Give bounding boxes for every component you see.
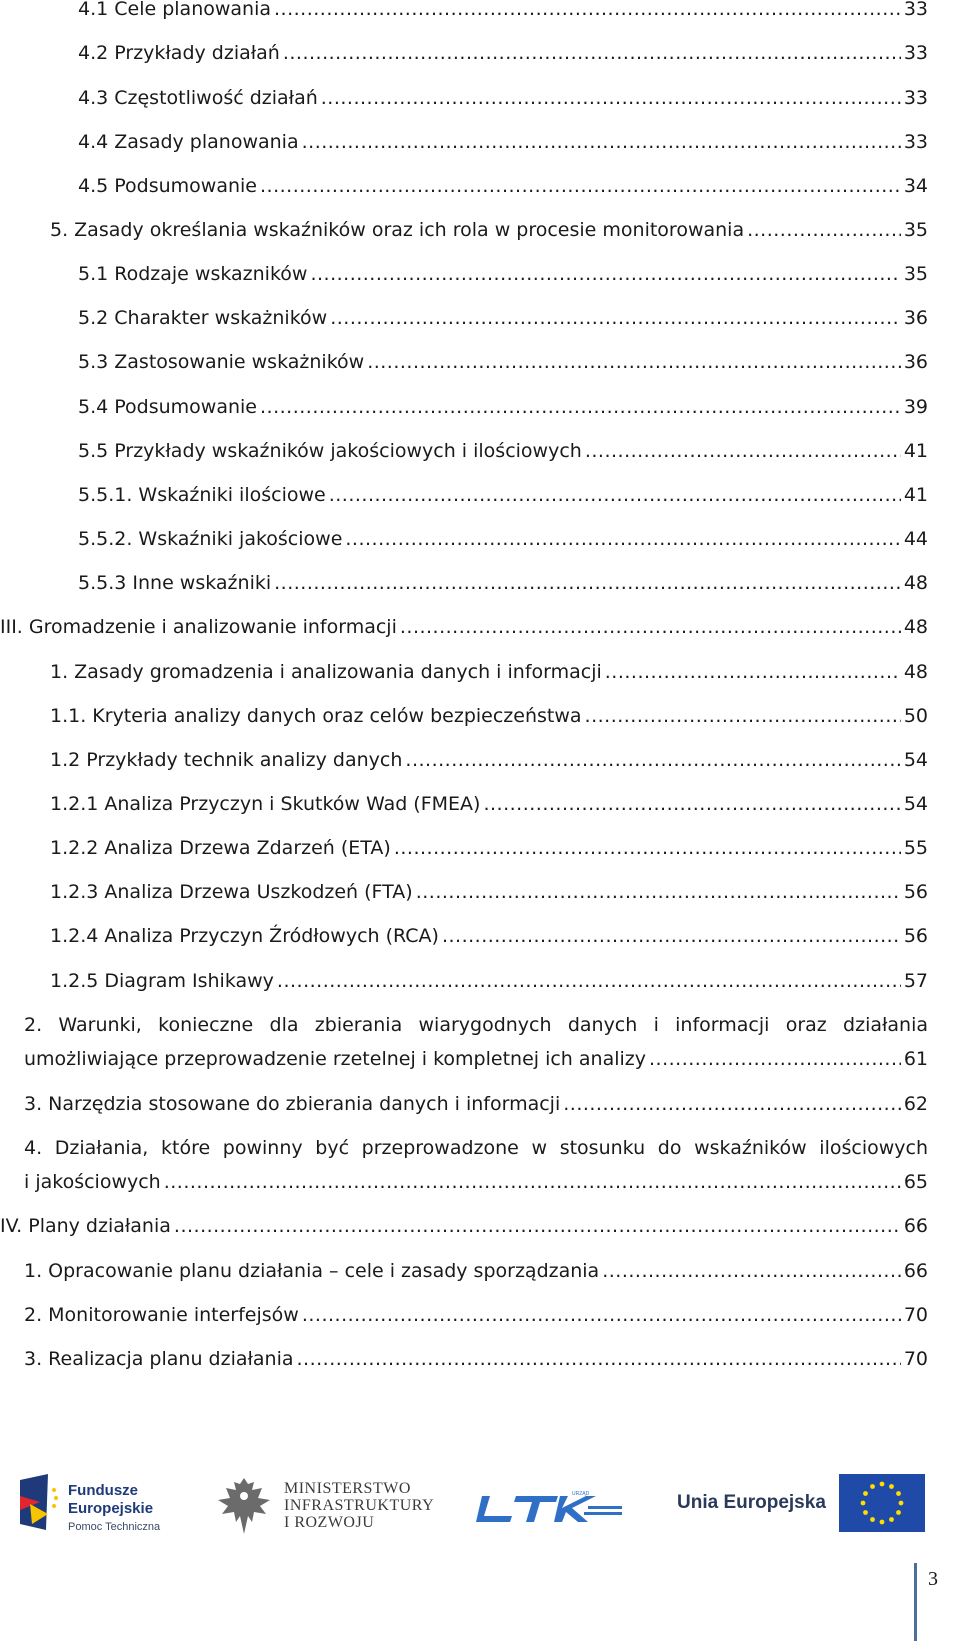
toc-entry-title: 4.4 Zasady planowania: [78, 131, 299, 153]
ministry-line3: I ROZWOJU: [284, 1514, 375, 1531]
toc-entry[interactable]: [50, 968, 928, 994]
dot-leader: [345, 526, 900, 552]
toc-entry[interactable]: [50, 791, 928, 817]
toc-entry-title: IV. Plany działania: [0, 1215, 171, 1237]
toc-entry-page: 33: [903, 42, 928, 64]
dot-leader: [174, 1213, 901, 1239]
toc-entry[interactable]: [78, 261, 928, 287]
fe-line2: Europejskie: [68, 1500, 154, 1517]
toc-entry[interactable]: [50, 217, 928, 243]
dot-leader: [274, 0, 901, 22]
toc-entry[interactable]: [24, 1091, 928, 1117]
dot-leader: [394, 835, 901, 861]
toc-entry[interactable]: [24, 1258, 928, 1284]
toc-entry-page: 33: [903, 0, 928, 20]
toc-entry-title: 5.5 Przykłady wskaźników jakościowych i ilościowych: [78, 440, 582, 462]
dot-leader: [330, 305, 901, 331]
dot-leader: [277, 968, 901, 994]
toc-entry-page: 35: [903, 219, 928, 241]
dot-leader: [602, 1258, 901, 1284]
toc-entry[interactable]: [78, 526, 928, 552]
dot-leader: [605, 659, 901, 685]
toc-entry[interactable]: [78, 349, 928, 375]
toc-entry-title: 1.1. Kryteria analizy danych oraz celów bezpieczeństwa: [50, 705, 582, 727]
eagle-emblem-icon: [214, 1474, 274, 1538]
toc-entry[interactable]: [0, 1213, 928, 1239]
page-number-rule: [914, 1563, 917, 1641]
ministry-logo: [214, 1474, 444, 1538]
utk-mark-icon: [476, 1488, 626, 1528]
dot-leader: [310, 261, 900, 287]
ministry-line1: MINISTERSTWO: [284, 1480, 411, 1497]
footer-logos: [0, 1466, 960, 1546]
toc-entry[interactable]: [24, 1302, 928, 1328]
eu-label: Unia Europejska: [677, 1492, 826, 1513]
toc-entry-page: 48: [903, 616, 928, 638]
dot-leader: [747, 217, 901, 243]
toc-entry-title: 1.2 Przykłady technik analizy danych: [50, 749, 403, 771]
dot-leader: [367, 349, 901, 375]
fundusze-europejskie-logo: [18, 1474, 168, 1536]
toc-entry[interactable]: [78, 482, 928, 508]
toc-entry-title: 5.4 Podsumowanie: [78, 396, 257, 418]
toc-entry-title: 1.2.2 Analiza Drzewa Zdarzeń (ETA): [50, 837, 391, 859]
toc-entry-title: 1.2.4 Analiza Przyczyn Źródłowych (RCA): [50, 925, 439, 947]
toc-entry-page: 36: [903, 351, 928, 373]
dot-leader: [302, 1302, 901, 1328]
fe-line3: Pomoc Techniczna: [68, 1521, 161, 1533]
toc-entry-page: 57: [903, 970, 928, 992]
dot-leader: [442, 923, 901, 949]
toc-entry[interactable]: [50, 835, 928, 861]
toc-entry-title: 5.2 Charakter wskażników: [78, 307, 328, 329]
toc-entry-title: 5.5.2. Wskaźniki jakościowe: [78, 528, 343, 550]
toc-entry-title: 1. Opracowanie planu działania – cele i zasady sporządzania: [24, 1260, 600, 1282]
toc-entry-title: 3. Narzędzia stosowane do zbierania danych i informacji: [24, 1093, 561, 1115]
toc-entry-page: 39: [903, 396, 928, 418]
toc-entry-page: 34: [903, 175, 928, 197]
toc-entry-page: 55: [903, 837, 928, 859]
ministry-line2: INFRASTRUKTURY: [284, 1497, 435, 1514]
toc-entry-title-line2: umożliwiające przeprowadzenie rzetelnej i kompletnej ich analizy: [24, 1048, 646, 1070]
toc-entry-page: 35: [903, 263, 928, 285]
toc-entry[interactable]: [78, 173, 928, 199]
toc-entry-title-line1: 2. Warunki, konieczne dla zbierania wiarygodnych danych i informacji oraz działania: [24, 1014, 928, 1036]
toc-entry-page: 61: [903, 1048, 928, 1070]
dot-leader: [585, 703, 901, 729]
toc-entry-page: 65: [903, 1171, 928, 1193]
dot-leader: [483, 791, 900, 817]
toc-entry-page: 70: [903, 1348, 928, 1370]
toc-entry-title-line1: 4. Działania, które powinny być przeprowadzone w stosunku do wskaźników ilościowych: [24, 1137, 928, 1159]
utk-logo: [476, 1488, 626, 1528]
toc-entry-title: 5.5.1. Wskaźniki ilościowe: [78, 484, 326, 506]
toc-entry-title: 3. Realizacja planu działania: [24, 1348, 294, 1370]
toc-entry-page: 54: [903, 793, 928, 815]
dot-leader: [416, 879, 901, 905]
toc-entry[interactable]: [50, 923, 928, 949]
unia-europejska-logo: [677, 1474, 927, 1536]
toc-entry-page: 66: [903, 1260, 928, 1282]
toc-entry-page: 54: [903, 749, 928, 771]
toc-entry[interactable]: [24, 1346, 928, 1372]
toc-entry-page: 56: [903, 925, 928, 947]
toc-entry-page: 48: [903, 572, 928, 594]
toc-entry-page: 33: [903, 87, 928, 109]
toc-entry-page: 41: [903, 440, 928, 462]
toc-entry-page: 66: [903, 1215, 928, 1237]
dot-leader: [649, 1046, 901, 1072]
toc-entry[interactable]: [78, 305, 928, 331]
toc-entry[interactable]: [78, 85, 928, 111]
toc-entry[interactable]: [0, 614, 928, 640]
dot-leader: [260, 394, 901, 420]
ministry-text: [284, 1480, 434, 1531]
fe-line1: Fundusze: [68, 1482, 138, 1499]
toc-entry[interactable]: [78, 394, 928, 420]
toc-entry[interactable]: [50, 703, 928, 729]
toc-entry-title: 2. Monitorowanie interfejsów: [24, 1304, 299, 1326]
toc-entry[interactable]: [50, 747, 928, 773]
fundusze-europejskie-text: [68, 1482, 160, 1536]
dot-leader: [302, 129, 901, 155]
toc-entry-page: 36: [903, 307, 928, 329]
dot-leader: [274, 570, 901, 596]
dot-leader: [563, 1091, 901, 1117]
toc-entry-page: 50: [903, 705, 928, 727]
toc-entry[interactable]: [78, 40, 928, 66]
page-number: 3: [928, 1568, 938, 1590]
dot-leader: [400, 614, 901, 640]
toc-entry-title: 1.2.1 Analiza Przyczyn i Skutków Wad (FMEA): [50, 793, 481, 815]
toc-entry-title: 1.2.3 Analiza Drzewa Uszkodzeń (FTA): [50, 881, 413, 903]
dot-leader: [283, 40, 901, 66]
utk-small-label: URZĄD: [572, 1491, 590, 1497]
toc-entry[interactable]: [78, 129, 928, 155]
eu-flag-icon: [839, 1474, 925, 1532]
toc-entry-title: 4.1 Cele planowania: [78, 0, 272, 20]
toc-entry[interactable]: [78, 0, 928, 22]
toc-entry-title: 5.5.3 Inne wskaźniki: [78, 572, 272, 594]
toc-entry-title: 4.3 Częstotliwość działań: [78, 87, 318, 109]
dot-leader: [321, 85, 901, 111]
toc-entry-title: 5.3 Zastosowanie wskażników: [78, 351, 365, 373]
toc-entry-page: 48: [903, 661, 928, 683]
toc-entry-page: 41: [903, 484, 928, 506]
toc-entry-page: 70: [903, 1304, 928, 1326]
toc-entry[interactable]: [78, 438, 928, 464]
toc-entry-title: 1. Zasady gromadzenia i analizowania danych i informacji: [50, 661, 602, 683]
toc-entry-page: 62: [903, 1093, 928, 1115]
dot-leader: [260, 173, 901, 199]
toc-entry-title: 4.5 Podsumowanie: [78, 175, 257, 197]
dot-leader: [329, 482, 901, 508]
toc-entry[interactable]: [50, 659, 928, 685]
toc-entry-title: 5. Zasady określania wskaźników oraz ich rola w procesie monitorowania: [50, 219, 745, 241]
dot-leader: [164, 1169, 901, 1195]
toc-entry[interactable]: [50, 879, 928, 905]
toc-entry[interactable]: [78, 570, 928, 596]
toc-entry-page: 44: [903, 528, 928, 550]
dot-leader: [297, 1346, 901, 1372]
toc-entry-title: 5.1 Rodzaje wskazników: [78, 263, 308, 285]
toc-entry-page: 56: [903, 881, 928, 903]
toc-entry[interactable]: [24, 1135, 928, 1195]
toc-entry-page: 33: [903, 131, 928, 153]
toc-entry-title-line2: i jakościowych: [24, 1171, 161, 1193]
toc-entry-title: 1.2.5 Diagram Ishikawy: [50, 970, 274, 992]
toc-entry-title: 4.2 Przykłady działań: [78, 42, 280, 64]
toc-entry-title: III. Gromadzenie i analizowanie informacji: [0, 616, 397, 638]
dot-leader: [405, 747, 900, 773]
dot-leader: [585, 438, 901, 464]
fundusze-europejskie-emblem-icon: [18, 1474, 62, 1534]
toc-entry[interactable]: [24, 1012, 928, 1072]
